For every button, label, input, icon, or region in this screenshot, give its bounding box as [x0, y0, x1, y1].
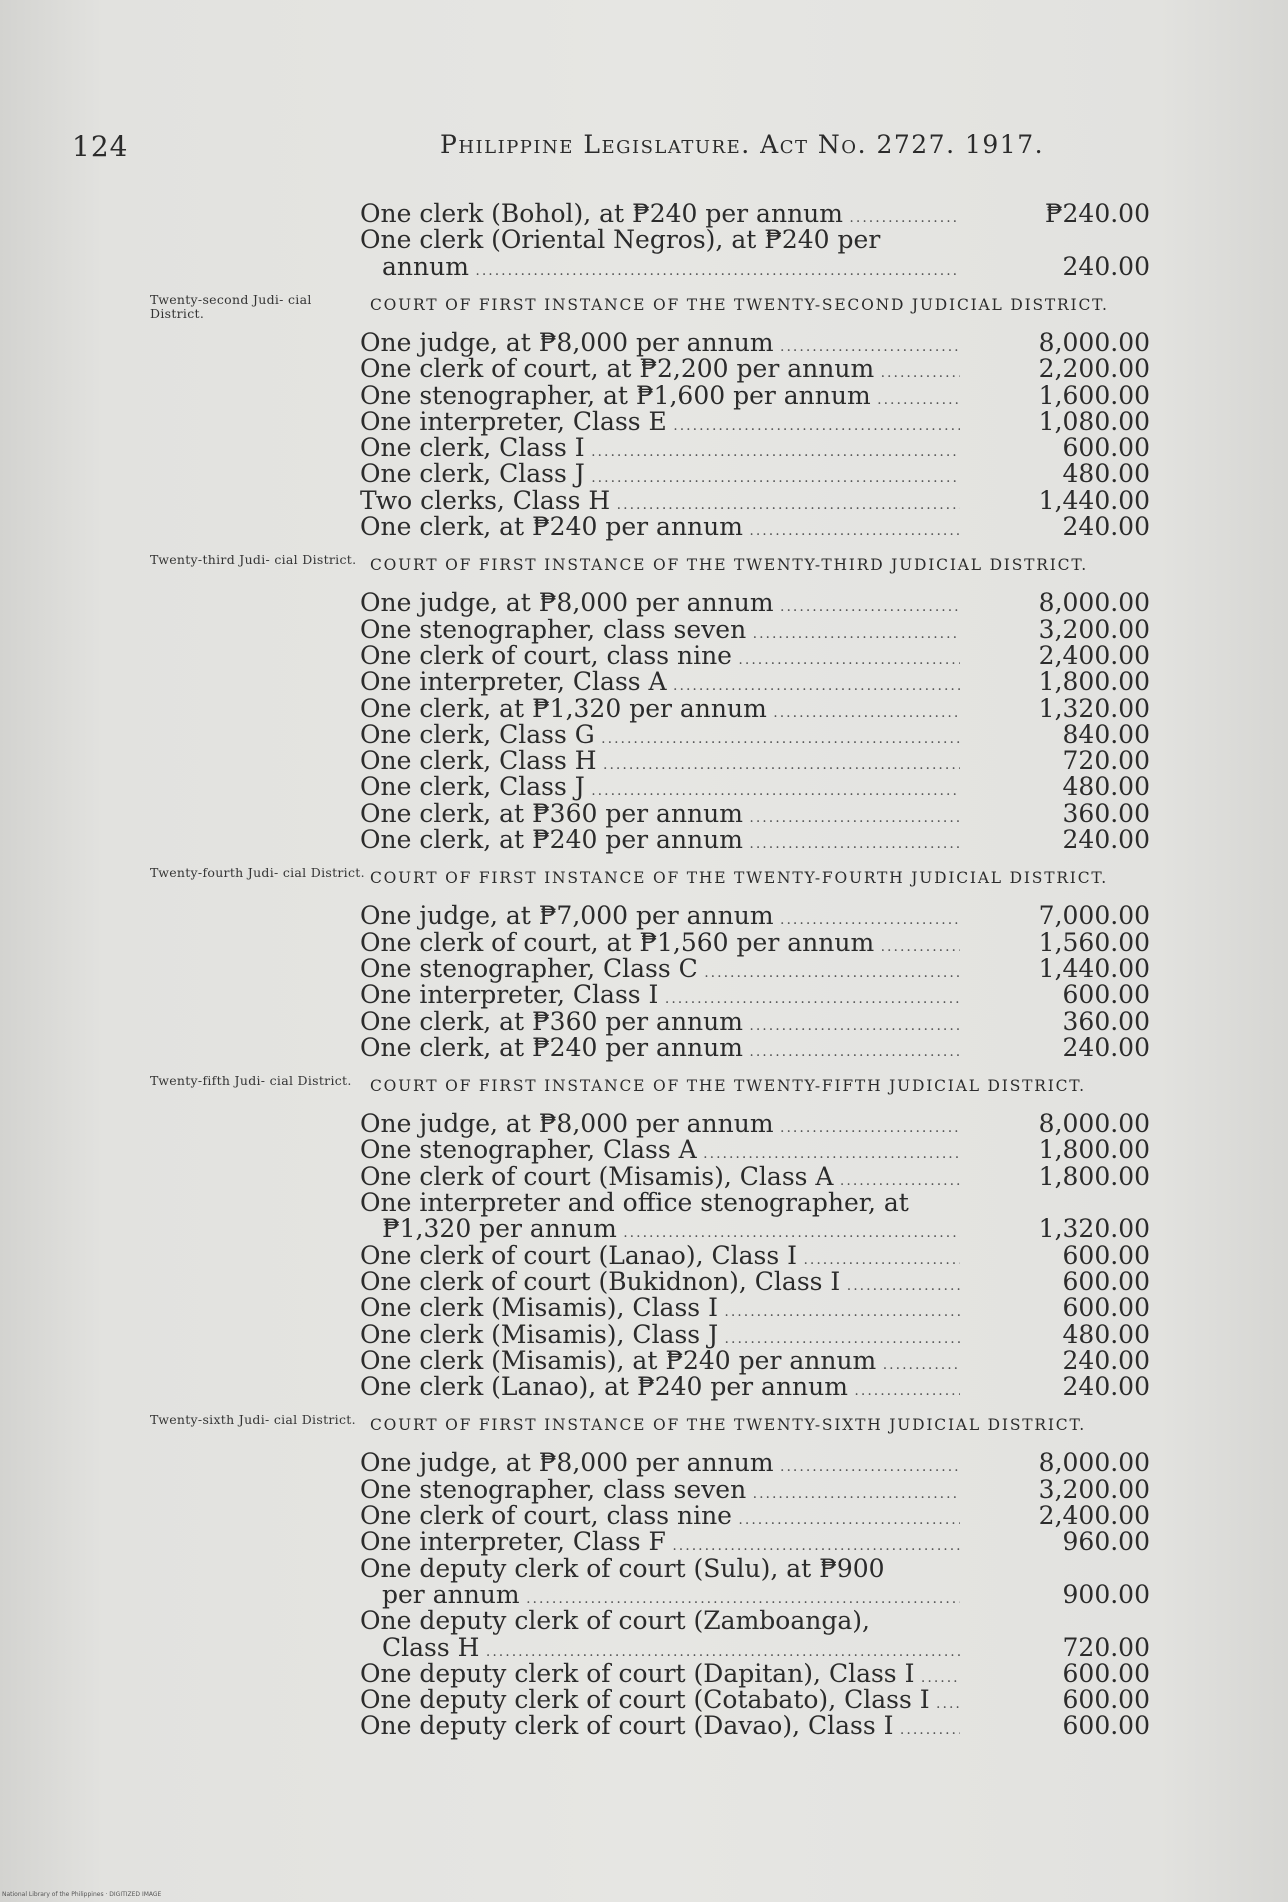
line-item-description: One clerk (Bohol), at ₱240 per annum ..... [360, 200, 960, 232]
line-item [360, 1347, 1150, 1375]
line-item-description: One clerk, at ₱240 per annum ..... [360, 513, 960, 545]
line-item [360, 1268, 1150, 1296]
line-item-description: One clerk (Oriental Negros), at ₱240 per [360, 226, 881, 255]
line-item-description: One judge, at ₱8,000 per annum ..... [360, 329, 960, 361]
line-item [360, 355, 1150, 383]
line-item-amount: 1,800.00 [1038, 1135, 1150, 1165]
line-item [360, 382, 1150, 410]
line-item-amount: 600.00 [1062, 1266, 1150, 1296]
line-item [360, 1008, 1150, 1036]
line-item-amount: 600.00 [1062, 433, 1150, 463]
line-item [360, 487, 1150, 515]
section-heading: COURT OF FIRST INSTANCE OF THE TWENTY-THIRD JUDICIAL DISTRICT. [370, 556, 1088, 575]
line-item-description: One clerk, at ₱240 per annum ..... [360, 1034, 960, 1066]
line-item-description: annum ..... [382, 253, 960, 285]
line-item [360, 253, 1150, 281]
line-item-description: One clerk of court, at ₱1,560 per annum ..... [360, 929, 960, 961]
margin-note: Twenty-third Judi- cial District. [150, 552, 357, 568]
line-item [360, 981, 1150, 1009]
margin-note: Twenty-fourth Judi- cial District. [150, 865, 365, 881]
line-item-description: Two clerks, Class H ..... [360, 487, 960, 519]
line-item [360, 1555, 1150, 1583]
section-heading: COURT OF FIRST INSTANCE OF THE TWENTY-FOURTH JUDICIAL DISTRICT. [370, 869, 1108, 888]
line-item [360, 929, 1150, 957]
line-item-description: One interpreter, Class F ..... [360, 1528, 960, 1560]
line-item-description: One judge, at ₱8,000 per annum ..... [360, 1449, 960, 1481]
line-item-amount: 1,440.00 [1038, 485, 1150, 515]
line-item-amount: 600.00 [1062, 1658, 1150, 1688]
line-item-amount: 2,400.00 [1038, 640, 1150, 670]
line-item-description: One clerk of court (Misamis), Class A ..... [360, 1163, 960, 1195]
line-item-amount: 8,000.00 [1038, 1109, 1150, 1139]
line-item-description: One stenographer, class seven ..... [360, 616, 960, 648]
line-item-amount: 360.00 [1062, 1006, 1150, 1036]
line-item [360, 642, 1150, 670]
line-item-amount: 600.00 [1062, 980, 1150, 1010]
line-item-amount: 240.00 [1062, 251, 1150, 281]
line-item [360, 668, 1150, 696]
line-item [360, 1215, 1150, 1243]
line-item [360, 902, 1150, 930]
line-item-amount: 1,440.00 [1038, 953, 1150, 983]
section-heading: COURT OF FIRST INSTANCE OF THE TWENTY-SECOND JUDICIAL DISTRICT. [370, 295, 1109, 314]
line-item-amount: 1,800.00 [1038, 667, 1150, 697]
line-item [360, 1607, 1150, 1635]
line-item-description: One clerk of court (Lanao), Class I ..... [360, 1242, 960, 1274]
line-item-description: One stenographer, Class A ..... [360, 1136, 960, 1168]
line-item-amount: 240.00 [1062, 1032, 1150, 1062]
line-item-description: One clerk, Class I ..... [360, 434, 960, 466]
line-item-description: One clerk of court, at ₱2,200 per annum ..... [360, 355, 960, 387]
line-item-amount: 840.00 [1062, 719, 1150, 749]
line-item-description: One clerk of court (Bukidnon), Class I ..... [360, 1268, 960, 1300]
line-item-description: One clerk (Misamis), Class J ..... [360, 1321, 960, 1353]
line-item [360, 1712, 1150, 1740]
line-item-amount: 900.00 [1062, 1579, 1150, 1609]
line-item-description: One interpreter, Class E ..... [360, 408, 960, 440]
line-item-description: One judge, at ₱7,000 per annum ..... [360, 902, 960, 934]
line-item [360, 1242, 1150, 1270]
line-item [360, 513, 1150, 541]
line-item-amount: 2,400.00 [1038, 1501, 1150, 1530]
line-item-description: One clerk, at ₱360 per annum ..... [360, 1008, 960, 1040]
line-item-amount: 240.00 [1062, 1372, 1150, 1402]
running-head: Philippine Legislature. Act No. 2727. 1917. [440, 130, 1045, 159]
line-item-amount: 600.00 [1062, 1711, 1150, 1741]
line-item [360, 200, 1150, 228]
line-item-description: One clerk of court, class nine ..... [360, 1502, 960, 1534]
line-item-amount: 1,320.00 [1038, 1214, 1150, 1244]
line-item-description: One stenographer, Class C ..... [360, 955, 960, 987]
line-item-amount: 1,800.00 [1038, 1161, 1150, 1191]
line-item-description: One interpreter, Class I ..... [360, 981, 960, 1013]
line-item [360, 1294, 1150, 1322]
line-item-amount: ₱240.00 [1044, 199, 1150, 228]
line-item-description: One clerk, Class J ..... [360, 773, 960, 805]
line-item-description: One deputy clerk of court (Davao), Class I ..... [360, 1712, 960, 1744]
line-item [360, 826, 1150, 854]
line-item [360, 460, 1150, 488]
line-item [360, 773, 1150, 801]
line-item [360, 589, 1150, 617]
line-item [360, 1449, 1150, 1477]
line-item-description: One clerk, at ₱360 per annum ..... [360, 800, 960, 832]
line-item-amount: 240.00 [1062, 825, 1150, 854]
line-item [360, 1321, 1150, 1349]
line-item-amount: 720.00 [1062, 1632, 1150, 1662]
line-item-amount: 360.00 [1062, 798, 1150, 828]
line-item-amount: 3,200.00 [1038, 1474, 1150, 1504]
line-item-description: One stenographer, class seven ..... [360, 1476, 960, 1508]
line-item [360, 1686, 1150, 1714]
scan-note: National Library of the Philippines · DIGITIZED IMAGE [2, 1891, 162, 1898]
line-item-amount: 240.00 [1062, 1345, 1150, 1375]
line-item-description: One clerk (Misamis), Class I ..... [360, 1294, 960, 1326]
line-item-description: One judge, at ₱8,000 per annum ..... [360, 1110, 960, 1142]
line-item [360, 721, 1150, 749]
line-item [360, 1373, 1150, 1401]
line-item [360, 1110, 1150, 1138]
line-item-description: One clerk of court, class nine ..... [360, 642, 960, 674]
margin-note: Twenty-sixth Judi- cial District. [150, 1412, 356, 1428]
line-item-description: ₱1,320 per annum ..... [382, 1215, 960, 1247]
line-item-description: One clerk, Class H ..... [360, 747, 960, 779]
page-number: 124 [72, 130, 129, 163]
line-item-amount: 3,200.00 [1038, 614, 1150, 644]
line-item-amount: 600.00 [1062, 1293, 1150, 1323]
line-item-description: One clerk, Class J ..... [360, 460, 960, 492]
line-item-description: One clerk, Class G ..... [360, 721, 960, 753]
line-item-description: One deputy clerk of court (Zamboanga), [360, 1607, 870, 1636]
line-item-description: per annum ..... [382, 1581, 960, 1613]
line-item [360, 1660, 1150, 1688]
line-item [360, 1634, 1150, 1662]
line-item-amount: 1,320.00 [1038, 693, 1150, 723]
section-heading: COURT OF FIRST INSTANCE OF THE TWENTY-FIFTH JUDICIAL DISTRICT. [370, 1077, 1086, 1096]
line-item [360, 1034, 1150, 1062]
line-item-amount: 7,000.00 [1038, 901, 1150, 931]
line-item-amount: 8,000.00 [1038, 588, 1150, 618]
line-item-description: One clerk (Misamis), at ₱240 per annum ..... [360, 1347, 960, 1379]
line-item [360, 955, 1150, 983]
margin-note: Twenty-second Judi- cial District. [150, 291, 312, 321]
line-item-amount: 240.00 [1062, 512, 1150, 541]
line-item-description: Class H ..... [382, 1634, 960, 1666]
line-item [360, 747, 1150, 775]
line-item-description: One deputy clerk of court (Sulu), at ₱900 [360, 1554, 885, 1583]
line-item [360, 800, 1150, 828]
line-item-description: One clerk, at ₱1,320 per annum ..... [360, 695, 960, 727]
line-item-amount: 1,560.00 [1038, 927, 1150, 957]
line-item-description: One judge, at ₱8,000 per annum ..... [360, 589, 960, 621]
line-item [360, 408, 1150, 436]
line-item-amount: 480.00 [1062, 459, 1150, 489]
line-item-description: One interpreter, Class A ..... [360, 668, 960, 700]
line-item-amount: 480.00 [1062, 772, 1150, 802]
line-item [360, 226, 1150, 254]
line-item [360, 1136, 1150, 1164]
line-item-amount: 1,080.00 [1038, 406, 1150, 436]
line-item [360, 1528, 1150, 1556]
line-item [360, 329, 1150, 357]
line-item-description: One stenographer, at ₱1,600 per annum ..... [360, 382, 960, 414]
line-item [360, 616, 1150, 644]
line-item-amount: 720.00 [1062, 746, 1150, 776]
line-item-description: One clerk (Lanao), at ₱240 per annum ..... [360, 1373, 960, 1405]
line-item [360, 695, 1150, 723]
line-item [360, 1476, 1150, 1504]
section-heading: COURT OF FIRST INSTANCE OF THE TWENTY-SIXTH JUDICIAL DISTRICT. [370, 1416, 1087, 1435]
margin-note: Twenty-fifth Judi- cial District. [150, 1073, 352, 1089]
line-item-description: One deputy clerk of court (Dapitan), Class I ..... [360, 1660, 960, 1692]
line-item-amount: 960.00 [1062, 1527, 1150, 1557]
line-item-amount: 600.00 [1062, 1240, 1150, 1270]
line-item [360, 1163, 1150, 1191]
line-item-amount: 2,200.00 [1038, 354, 1150, 384]
line-item-amount: 8,000.00 [1038, 327, 1150, 357]
line-item-description: One clerk, at ₱240 per annum ..... [360, 826, 960, 858]
line-item-amount: 600.00 [1062, 1685, 1150, 1715]
line-item-description: One deputy clerk of court (Cotabato), Class I ..... [360, 1686, 960, 1718]
line-item [360, 434, 1150, 462]
line-item-amount: 1,600.00 [1038, 380, 1150, 410]
line-item [360, 1581, 1150, 1609]
line-item-amount: 480.00 [1062, 1319, 1150, 1349]
line-item-description: One interpreter and office stenographer, at [360, 1189, 909, 1217]
line-item [360, 1189, 1150, 1217]
line-item [360, 1502, 1150, 1530]
line-item-amount: 8,000.00 [1038, 1448, 1150, 1478]
